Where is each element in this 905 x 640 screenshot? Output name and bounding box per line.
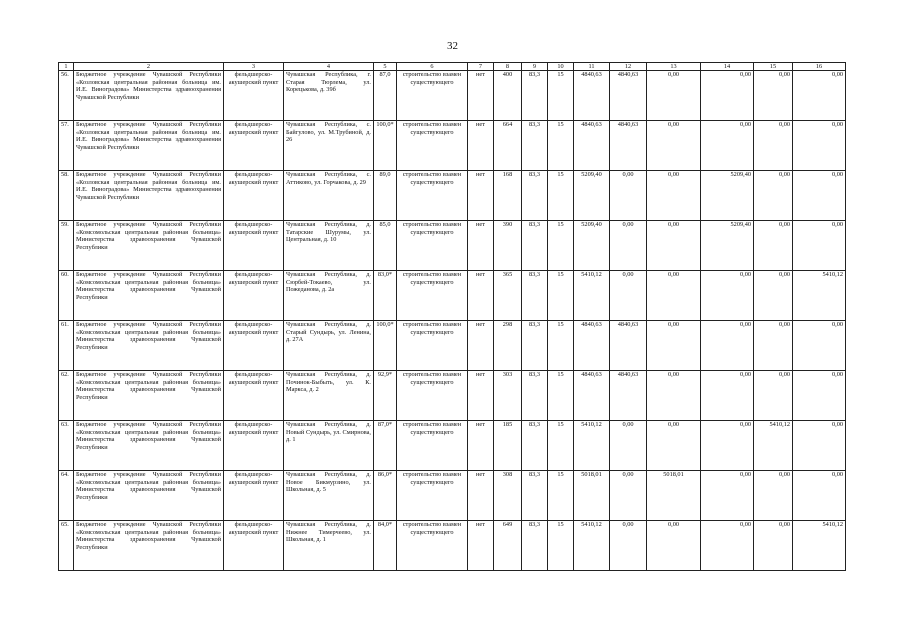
cost-year-3: 5209,40 bbox=[701, 171, 754, 221]
cost-year-4: 0,00 bbox=[754, 371, 793, 421]
work-type: строительство взамен существующего bbox=[397, 321, 468, 371]
column-number-8: 8 bbox=[494, 63, 522, 71]
table-row bbox=[59, 471, 846, 521]
column-numbers-row bbox=[59, 63, 846, 71]
column-number-16: 16 bbox=[793, 63, 846, 71]
col-7-value: нет bbox=[468, 221, 494, 271]
row-number: 57. bbox=[59, 121, 74, 171]
cost-year-1: 0,00 bbox=[610, 271, 647, 321]
facility-type: фельдшерско-акушерский пункт bbox=[224, 521, 284, 571]
institution-name: Бюджетное учреждение Чувашской Республики «Комсомольская центральная районная больница» Министерства здравоохранения Чувашской Республики bbox=[74, 421, 224, 471]
cost-year-2: 5018,01 bbox=[647, 471, 701, 521]
table-row bbox=[59, 321, 846, 371]
institution-name: Бюджетное учреждение Чувашской Республики «Комсомольская центральная районная больница» Министерства здравоохранения Чувашской Республики bbox=[74, 471, 224, 521]
cost-year-5: 0,00 bbox=[793, 371, 846, 421]
column-number-13: 13 bbox=[647, 63, 701, 71]
cost-year-3: 0,00 bbox=[701, 71, 754, 121]
cost-year-1: 0,00 bbox=[610, 171, 647, 221]
facility-type: фельдшерско-акушерский пункт bbox=[224, 271, 284, 321]
row-number: 59. bbox=[59, 221, 74, 271]
cost-year-5: 5410,12 bbox=[793, 521, 846, 571]
cost-year-5: 5410,12 bbox=[793, 271, 846, 321]
work-type: строительство взамен существующего bbox=[397, 221, 468, 271]
institution-name: Бюджетное учреждение Чувашской Республики «Комсомольская центральная районная больница» Министерства здравоохранения Чувашской Республики bbox=[74, 221, 224, 271]
cost-year-3: 5209,40 bbox=[701, 221, 754, 271]
col-7-value: нет bbox=[468, 121, 494, 171]
cost-year-4: 0,00 bbox=[754, 121, 793, 171]
cost-year-4: 0,00 bbox=[754, 471, 793, 521]
institution-name: Бюджетное учреждение Чувашской Республики «Комсомольская центральная районная больница» Министерства здравоохранения Чувашской Республики bbox=[74, 271, 224, 321]
cost-year-3: 0,00 bbox=[701, 521, 754, 571]
wear-percent: 92,9* bbox=[374, 371, 397, 421]
facility-type: фельдшерско-акушерский пункт bbox=[224, 71, 284, 121]
population: 390 bbox=[494, 221, 522, 271]
col-10-value: 15 bbox=[548, 421, 574, 471]
work-type: строительство взамен существующего bbox=[397, 471, 468, 521]
col-10-value: 15 bbox=[548, 371, 574, 421]
col-7-value: нет bbox=[468, 321, 494, 371]
population: 298 bbox=[494, 321, 522, 371]
column-number-14: 14 bbox=[701, 63, 754, 71]
population: 303 bbox=[494, 371, 522, 421]
cost-year-3: 0,00 bbox=[701, 421, 754, 471]
column-number-10: 10 bbox=[548, 63, 574, 71]
total-cost: 4840,63 bbox=[574, 121, 610, 171]
cost-year-2: 0,00 bbox=[647, 171, 701, 221]
institution-name: Бюджетное учреждение Чувашской Республики «Козловская центральная районная больница им. И.Е. Виноградова» Министерства здравоохранения Чувашской Республики bbox=[74, 71, 224, 121]
cost-year-2: 0,00 bbox=[647, 71, 701, 121]
col-10-value: 15 bbox=[548, 471, 574, 521]
wear-percent: 86,0* bbox=[374, 471, 397, 521]
column-number-9: 9 bbox=[522, 63, 548, 71]
column-number-1: 1 bbox=[59, 63, 74, 71]
address: Чувашская Республика, д. Татарские Шурумы, ул. Центральная, д. 10 bbox=[284, 221, 374, 271]
row-number: 58. bbox=[59, 171, 74, 221]
population: 664 bbox=[494, 121, 522, 171]
col-7-value: нет bbox=[468, 521, 494, 571]
cost-year-3: 0,00 bbox=[701, 471, 754, 521]
cost-year-1: 0,00 bbox=[610, 521, 647, 571]
column-number-2: 2 bbox=[74, 63, 224, 71]
table-row bbox=[59, 521, 846, 571]
wear-percent: 100,0* bbox=[374, 121, 397, 171]
column-number-15: 15 bbox=[754, 63, 793, 71]
facility-type: фельдшерско-акушерский пункт bbox=[224, 421, 284, 471]
table-row bbox=[59, 121, 846, 171]
cost-year-5: 0,00 bbox=[793, 321, 846, 371]
row-number: 62. bbox=[59, 371, 74, 421]
col-9-value: 83,3 bbox=[522, 171, 548, 221]
total-cost: 5209,40 bbox=[574, 221, 610, 271]
col-10-value: 15 bbox=[548, 321, 574, 371]
column-number-6: 6 bbox=[397, 63, 468, 71]
cost-year-4: 0,00 bbox=[754, 521, 793, 571]
col-7-value: нет bbox=[468, 171, 494, 221]
column-number-4: 4 bbox=[284, 63, 374, 71]
cost-year-3: 0,00 bbox=[701, 321, 754, 371]
cost-year-4: 5410,12 bbox=[754, 421, 793, 471]
work-type: строительство взамен существующего bbox=[397, 371, 468, 421]
facility-type: фельдшерско-акушерский пункт bbox=[224, 471, 284, 521]
address: Чувашская Республика, д. Новое Бикмурзино, ул. Школьная, д. 5 bbox=[284, 471, 374, 521]
cost-year-1: 0,00 bbox=[610, 421, 647, 471]
work-type: строительство взамен существующего bbox=[397, 421, 468, 471]
wear-percent: 87,0 bbox=[374, 71, 397, 121]
population: 649 bbox=[494, 521, 522, 571]
col-7-value: нет bbox=[468, 421, 494, 471]
wear-percent: 89,0 bbox=[374, 171, 397, 221]
work-type: строительство взамен существующего bbox=[397, 271, 468, 321]
cost-year-3: 0,00 bbox=[701, 371, 754, 421]
column-number-5: 5 bbox=[374, 63, 397, 71]
col-7-value: нет bbox=[468, 371, 494, 421]
institution-name: Бюджетное учреждение Чувашской Республики «Комсомольская центральная районная больница» Министерства здравоохранения Чувашской Республики bbox=[74, 521, 224, 571]
work-type: строительство взамен существующего bbox=[397, 121, 468, 171]
facilities-table bbox=[58, 62, 846, 571]
table-row bbox=[59, 221, 846, 271]
col-7-value: нет bbox=[468, 271, 494, 321]
cost-year-4: 0,00 bbox=[754, 321, 793, 371]
col-9-value: 83,3 bbox=[522, 71, 548, 121]
work-type: строительство взамен существующего bbox=[397, 171, 468, 221]
facility-type: фельдшерско-акушерский пункт bbox=[224, 371, 284, 421]
cost-year-5: 0,00 bbox=[793, 471, 846, 521]
col-9-value: 83,3 bbox=[522, 521, 548, 571]
col-7-value: нет bbox=[468, 471, 494, 521]
total-cost: 5410,12 bbox=[574, 271, 610, 321]
facility-type: фельдшерско-акушерский пункт bbox=[224, 321, 284, 371]
cost-year-1: 4840,63 bbox=[610, 121, 647, 171]
work-type: строительство взамен существующего bbox=[397, 71, 468, 121]
cost-year-2: 0,00 bbox=[647, 321, 701, 371]
address: Чувашская Республика, г. Старая Тюрлема, ул. Корецькова, д. 39б bbox=[284, 71, 374, 121]
table-row bbox=[59, 371, 846, 421]
col-10-value: 15 bbox=[548, 521, 574, 571]
facility-type: фельдшерско-акушерский пункт bbox=[224, 121, 284, 171]
wear-percent: 100,0* bbox=[374, 321, 397, 371]
row-number: 56. bbox=[59, 71, 74, 121]
work-type: строительство взамен существующего bbox=[397, 521, 468, 571]
column-number-7: 7 bbox=[468, 63, 494, 71]
cost-year-5: 0,00 bbox=[793, 421, 846, 471]
cost-year-5: 0,00 bbox=[793, 71, 846, 121]
col-10-value: 15 bbox=[548, 221, 574, 271]
total-cost: 5410,12 bbox=[574, 521, 610, 571]
cost-year-1: 4840,63 bbox=[610, 321, 647, 371]
cost-year-2: 0,00 bbox=[647, 521, 701, 571]
facility-type: фельдшерско-акушерский пункт bbox=[224, 221, 284, 271]
table-row bbox=[59, 171, 846, 221]
facility-type: фельдшерско-акушерский пункт bbox=[224, 171, 284, 221]
total-cost: 5018,01 bbox=[574, 471, 610, 521]
cost-year-4: 0,00 bbox=[754, 221, 793, 271]
cost-year-1: 0,00 bbox=[610, 221, 647, 271]
cost-year-5: 0,00 bbox=[793, 221, 846, 271]
row-number: 60. bbox=[59, 271, 74, 321]
institution-name: Бюджетное учреждение Чувашской Республики «Козловская центральная районная больница им. И.Е. Виноградова» Министерства здравоохранения Чувашской Республики bbox=[74, 171, 224, 221]
column-number-11: 11 bbox=[574, 63, 610, 71]
table-row bbox=[59, 71, 846, 121]
cost-year-4: 0,00 bbox=[754, 171, 793, 221]
address: Чувашская Республика, д. Сюрбей-Токаево, ул. Пожеданова, д. 2а bbox=[284, 271, 374, 321]
cost-year-2: 0,00 bbox=[647, 221, 701, 271]
institution-name: Бюджетное учреждение Чувашской Республики «Козловская центральная районная больница им. И.Е. Виноградова» Министерства здравоохранения Чувашской Республики bbox=[74, 121, 224, 171]
population: 308 bbox=[494, 471, 522, 521]
row-number: 64. bbox=[59, 471, 74, 521]
total-cost: 4840,63 bbox=[574, 321, 610, 371]
total-cost: 5209,40 bbox=[574, 171, 610, 221]
population: 185 bbox=[494, 421, 522, 471]
population: 400 bbox=[494, 71, 522, 121]
table-row bbox=[59, 271, 846, 321]
col-7-value: нет bbox=[468, 71, 494, 121]
col-10-value: 15 bbox=[548, 121, 574, 171]
col-9-value: 83,3 bbox=[522, 321, 548, 371]
col-9-value: 83,3 bbox=[522, 271, 548, 321]
institution-name: Бюджетное учреждение Чувашской Республики «Комсомольская центральная районная больница» Министерства здравоохранения Чувашской Республики bbox=[74, 371, 224, 421]
column-number-3: 3 bbox=[224, 63, 284, 71]
col-9-value: 83,3 bbox=[522, 221, 548, 271]
cost-year-5: 0,00 bbox=[793, 121, 846, 171]
col-10-value: 15 bbox=[548, 271, 574, 321]
table-row bbox=[59, 421, 846, 471]
col-9-value: 83,3 bbox=[522, 371, 548, 421]
institution-name: Бюджетное учреждение Чувашской Республики «Комсомольская центральная районная больница» Министерства здравоохранения Чувашской Республики bbox=[74, 321, 224, 371]
cost-year-2: 0,00 bbox=[647, 421, 701, 471]
row-number: 65. bbox=[59, 521, 74, 571]
col-9-value: 83,3 bbox=[522, 121, 548, 171]
col-10-value: 15 bbox=[548, 171, 574, 221]
cost-year-2: 0,00 bbox=[647, 271, 701, 321]
total-cost: 5410,12 bbox=[574, 421, 610, 471]
address: Чувашская Республика, д. Починок-Быбыть, ул. К. Маркса, д. 2 bbox=[284, 371, 374, 421]
page-number: 32 bbox=[447, 40, 458, 52]
address: Чувашская Республика, д. Нижнее Тимерчеево, ул. Школьная, д. 1 bbox=[284, 521, 374, 571]
total-cost: 4840,63 bbox=[574, 371, 610, 421]
address: Чувашская Республика, с. Байгулово, ул. М.Трубиной, д. 26 bbox=[284, 121, 374, 171]
address: Чувашская Республика, д. Новый Сундырь, ул. Смирнова, д. 1 bbox=[284, 421, 374, 471]
col-9-value: 83,3 bbox=[522, 471, 548, 521]
row-number: 63. bbox=[59, 421, 74, 471]
cost-year-5: 0,00 bbox=[793, 171, 846, 221]
population: 365 bbox=[494, 271, 522, 321]
cost-year-1: 4840,63 bbox=[610, 371, 647, 421]
cost-year-1: 4840,63 bbox=[610, 71, 647, 121]
cost-year-4: 0,00 bbox=[754, 71, 793, 121]
row-number: 61. bbox=[59, 321, 74, 371]
wear-percent: 84,0* bbox=[374, 521, 397, 571]
wear-percent: 85,0 bbox=[374, 221, 397, 271]
total-cost: 4840,63 bbox=[574, 71, 610, 121]
wear-percent: 87,0* bbox=[374, 421, 397, 471]
address: Чувашская Республика, с. Аттиково, ул. Горчакова, д. 29 bbox=[284, 171, 374, 221]
cost-year-2: 0,00 bbox=[647, 371, 701, 421]
population: 168 bbox=[494, 171, 522, 221]
cost-year-1: 0,00 bbox=[610, 471, 647, 521]
wear-percent: 83,0* bbox=[374, 271, 397, 321]
address: Чувашская Республика, д. Старый Сундырь, ул. Ленина, д. 27А bbox=[284, 321, 374, 371]
cost-year-3: 0,00 bbox=[701, 121, 754, 171]
col-9-value: 83,3 bbox=[522, 421, 548, 471]
cost-year-3: 0,00 bbox=[701, 271, 754, 321]
col-10-value: 15 bbox=[548, 71, 574, 121]
cost-year-4: 0,00 bbox=[754, 271, 793, 321]
column-number-12: 12 bbox=[610, 63, 647, 71]
cost-year-2: 0,00 bbox=[647, 121, 701, 171]
